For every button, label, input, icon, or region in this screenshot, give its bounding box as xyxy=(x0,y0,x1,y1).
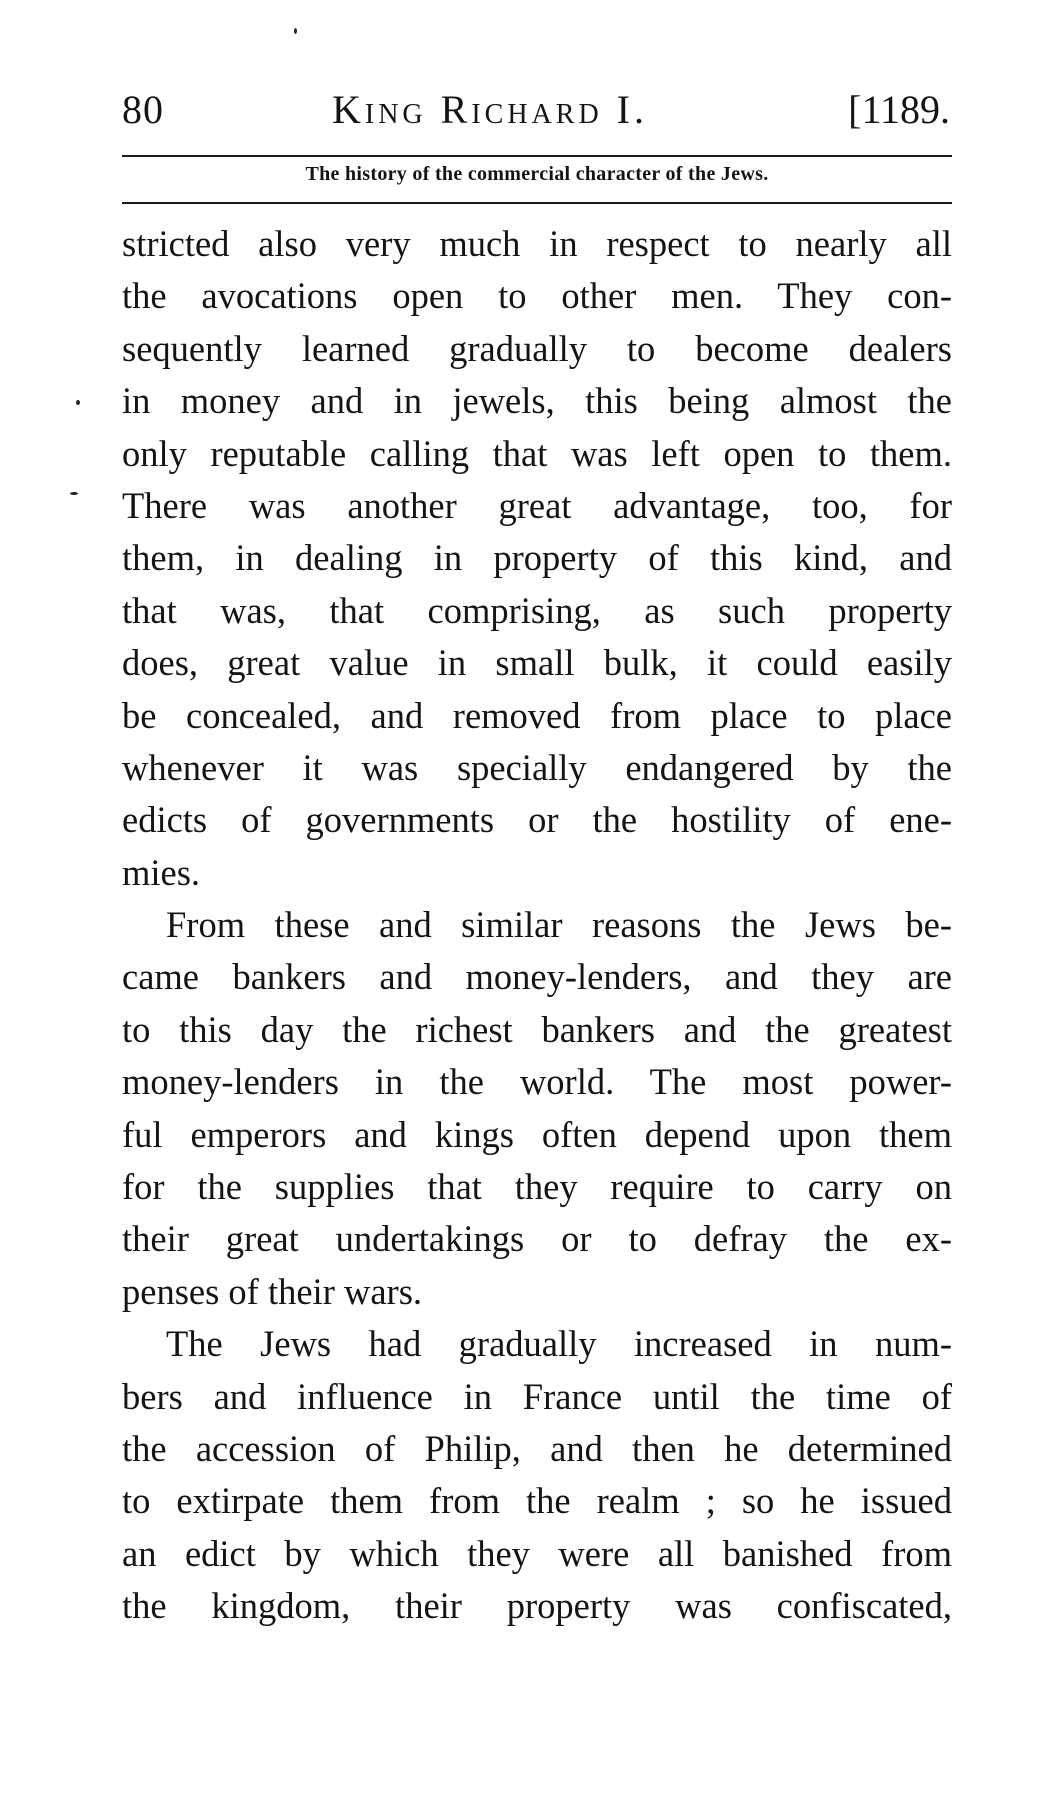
text-line: in money and in jewels, this being almost the xyxy=(122,380,952,422)
text-line: came bankers and money-lenders, and they are xyxy=(122,956,952,998)
running-title: King Richard I. xyxy=(332,87,648,132)
text-line: to this day the richest bankers and the greatest xyxy=(122,1008,952,1050)
top-speck-mark xyxy=(294,28,297,34)
section-subtitle: The history of the commercial character of the Jews. xyxy=(305,163,769,185)
text-line: the kingdom, their property was confiscated, xyxy=(122,1585,952,1627)
text-line: There was another great advantage, too, for xyxy=(122,484,952,526)
text-line: for the supplies that they require to carry on xyxy=(122,1166,952,1208)
text-line: them, in dealing in property of this kind, and xyxy=(122,537,952,579)
margin-dash-mark xyxy=(70,492,78,495)
text-line: penses of their wars. xyxy=(122,1270,423,1312)
text-line: their great undertakings or to defray the ex- xyxy=(122,1218,952,1260)
page-number: 80 xyxy=(122,87,164,132)
text-line: to extirpate them from the realm ; so he issued xyxy=(122,1480,952,1522)
margin-dot-mark xyxy=(76,400,80,405)
text-line: an edict by which they were all banished from xyxy=(122,1532,952,1574)
text-line: only reputable calling that was left open to them. xyxy=(122,432,952,474)
body-text xyxy=(122,218,952,1633)
text-line: the avocations open to other men. They con- xyxy=(122,275,952,317)
page-header xyxy=(122,86,952,146)
text-line: ful emperors and kings often depend upon them xyxy=(122,1113,952,1155)
text-line: sequently learned gradually to become dealers xyxy=(122,327,952,369)
text-line: stricted also very much in respect to nearly all xyxy=(122,223,952,264)
text-line: the accession of Philip, and then he determined xyxy=(122,1427,952,1469)
text-line: be concealed, and removed from place to place xyxy=(122,694,952,736)
text-line: whenever it was specially endangered by the xyxy=(122,746,952,788)
text-line: mies. xyxy=(122,851,201,893)
chapter-year: [1189. xyxy=(848,87,950,132)
text-line: edicts of governments or the hostility of ene- xyxy=(122,799,952,841)
text-line: money-lenders in the world. The most power- xyxy=(122,1061,952,1103)
text-line: that was, that comprising, as such property xyxy=(122,589,952,631)
header-rule-top xyxy=(122,155,952,157)
text-line: bers and influence in France until the time of xyxy=(122,1375,952,1417)
paragraph-start-line: The Jews had gradually increased in num- xyxy=(166,1323,952,1365)
text-line: does, great value in small bulk, it could easily xyxy=(122,642,952,684)
paragraph-start-line: From these and similar reasons the Jews be- xyxy=(166,904,952,946)
header-rule-bottom xyxy=(122,202,952,204)
